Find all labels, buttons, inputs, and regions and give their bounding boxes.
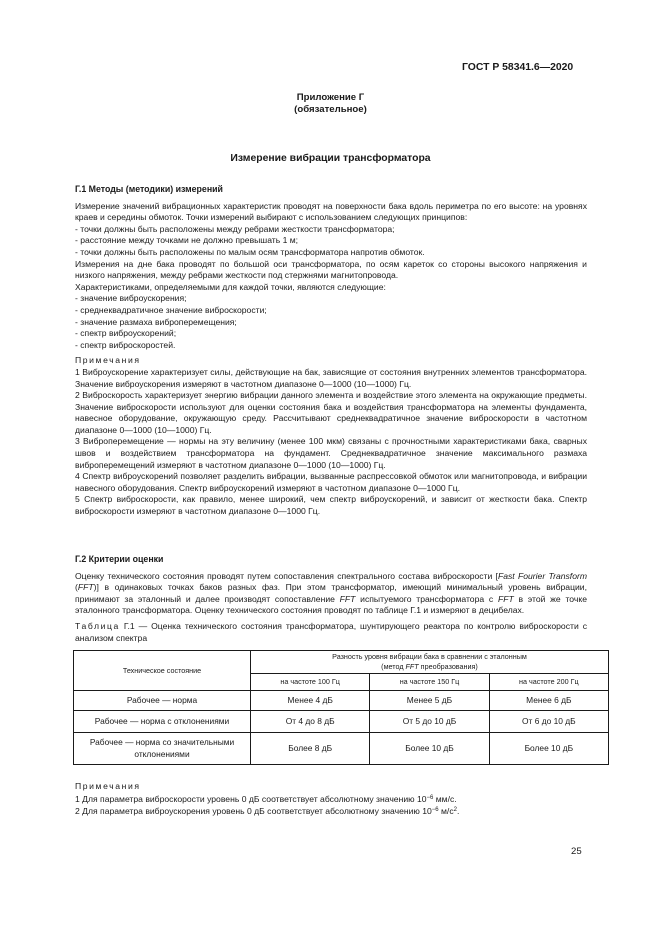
- table-row: [74, 691, 609, 711]
- note-2: 2 Виброскорость характеризует энергию вибрации данного элемента и воздействие этого элемента на окружающие предметы. Значение виброскорости используют для оценки состояния бака и воздействия трансформатора на элементы фундамента, навесное оборудование, окружающую среду. Рассчитывают среднеквадратичное значение виброскорости в частотном диапазоне 0—1000 (10—1000) Гц.: [75, 390, 587, 435]
- table-cell: Рабочее — норма: [74, 691, 251, 711]
- table-cell: Более 10 дБ: [489, 733, 608, 765]
- characteristics-list: [75, 293, 587, 351]
- note-3: 3 Виброперемещение — нормы на эту величину (менее 100 мкм) связаны с прочностными характеристиками бака, сварных швов и воздействием трансформатора на фундамент. Среднеквадратичное значение максимального размаха виброперемещений измеряют в частотном диапазоне 0—1000 (10—1000) Гц.: [75, 436, 587, 470]
- list-item: - расстояние между точками не должно превышать 1 м;: [75, 235, 299, 246]
- list-item: - значение виброускорения;: [75, 293, 187, 304]
- list-item: - точки должны быть расположены между ребрами жесткости трансформатора;: [75, 223, 395, 234]
- table-note-1: 1 Для параметра виброскорости уровень 0 дБ соответствует абсолютному значению $10^{-6}$ мм/с.: [75, 793, 457, 804]
- list-item: - спектр виброскоростей.: [75, 339, 176, 350]
- table-cell: От 4 до 8 дБ: [251, 711, 370, 733]
- section-2-para: Оценку технического состояния проводят путем сопоставления спектрального состава виброскорости [Fast Fourier Transform (FFT)] в одинаковых точках баков разных фаз. При этом трансформатор, имеющий минимальный уровень вибрации, принимают за эталонный и далее производят сопоставление FFT испытуемого трансформатора с FFT в этой же точке эталонного трансформатора. Оценку технического состояния проводят по таблице Г.1 и измеряют в децибелах.: [75, 570, 587, 616]
- table-cell: Менее 6 дБ: [489, 691, 608, 711]
- appendix-heading: [0, 92, 661, 116]
- section-2-heading: Г.2 Критерии оценки: [75, 554, 164, 564]
- section-1-para-3: Характеристиками, определяемыми для каждой точки, являются следующие:: [75, 281, 386, 292]
- note-1: 1 Виброускорение характеризует силы, действующие на бак, зависящие от состояния внутренних элементов трансформатора. Значение виброускорения измеряют в частотном диапазоне 0—1000 (10—1000) Гц.: [75, 366, 587, 389]
- section-1-para-2: Измерения на дне бака проводят по большой оси трансформатора, по осям кареток со стороны высокого напряжения и низкого напряжения, между ребрами жесткости под стержнями магнитопровода.: [75, 258, 587, 281]
- table-cell: Более 8 дБ: [251, 733, 370, 765]
- column-header-150hz: на частоте 150 Гц: [370, 674, 489, 691]
- principles-list: [75, 224, 587, 259]
- section-1-heading: Г.1 Методы (методики) измерений: [75, 184, 223, 194]
- table-caption: Таблица Г.1 — Оценка технического состояния трансформатора, шунтирующего реактора по контролю виброскорости с анализом спектра: [75, 620, 587, 643]
- note-4: 4 Спектр виброускорений позволяет разделить вибрации, вызванные распрессовкой обмоток или магнитопровода, и вибрации навесного оборудования. Спектр виброускорений измеряют в частотном диапазоне 0—1000 Гц.: [75, 471, 587, 493]
- evaluation-table: [73, 650, 609, 765]
- table-cell: Рабочее — норма со значительными отклонениями: [74, 733, 251, 765]
- list-item: - спектр виброускорений;: [75, 328, 177, 339]
- table-cell: Менее 4 дБ: [251, 691, 370, 711]
- table-cell: Рабочее — норма с отклонениями: [74, 711, 251, 733]
- notes-heading: Примечания: [75, 781, 141, 792]
- table-row: [74, 733, 609, 765]
- column-header-200hz: на частоте 200 Гц: [489, 674, 608, 691]
- column-header-100hz: на частоте 100 Гц: [251, 674, 370, 691]
- table-cell: Менее 5 дБ: [370, 691, 489, 711]
- table-cell: От 6 до 10 дБ: [489, 711, 608, 733]
- appendix-subtitle: (обязательное): [294, 104, 367, 115]
- list-item: - значение размаха виброперемещения;: [75, 316, 237, 327]
- section-1: [75, 184, 587, 518]
- section-2: [75, 554, 587, 818]
- list-item: - точки должны быть расположены по малым осям трансформатора напротив обмоток.: [75, 246, 425, 257]
- section-1-intro: Измерение значений вибрационных характеристик проводят на поверхности бака вдоль периметра по его высоте: на уровнях краев и середины обмоток. Точки измерений выбирают с использованием следующих принципов:: [75, 200, 587, 223]
- appendix-title: Приложение Г: [296, 92, 365, 103]
- table-cell: От 5 до 10 дБ: [370, 711, 489, 733]
- column-header-state: Техническое состояние: [74, 651, 251, 691]
- table-cell: Более 10 дБ: [370, 733, 489, 765]
- table-row: [74, 711, 609, 733]
- standard-number: ГОСТ Р 58341.6—2020: [462, 62, 574, 73]
- page-number: 25: [571, 846, 582, 857]
- column-group-header: Разность уровня вибрации бака в сравнении с эталонным (метод FFT преобразования): [251, 651, 609, 674]
- notes-heading: Примечания: [75, 355, 141, 366]
- list-item: - среднеквадратичное значение виброскорости;: [75, 304, 267, 315]
- note-5: 5 Спектр виброскорости, как правило, менее широкий, чем спектр виброускорений, и зависит от жесткости бака. Спектр виброскорости измеряют в частотном диапазоне 0—1000 Гц.: [75, 494, 587, 517]
- document-title: Измерение вибрации трансформатора: [230, 153, 431, 164]
- table-note-2: 2 Для параметра виброускорения уровень 0 дБ соответствует абсолютному значению $10^{-6}$ $м/с^2$.: [75, 806, 460, 817]
